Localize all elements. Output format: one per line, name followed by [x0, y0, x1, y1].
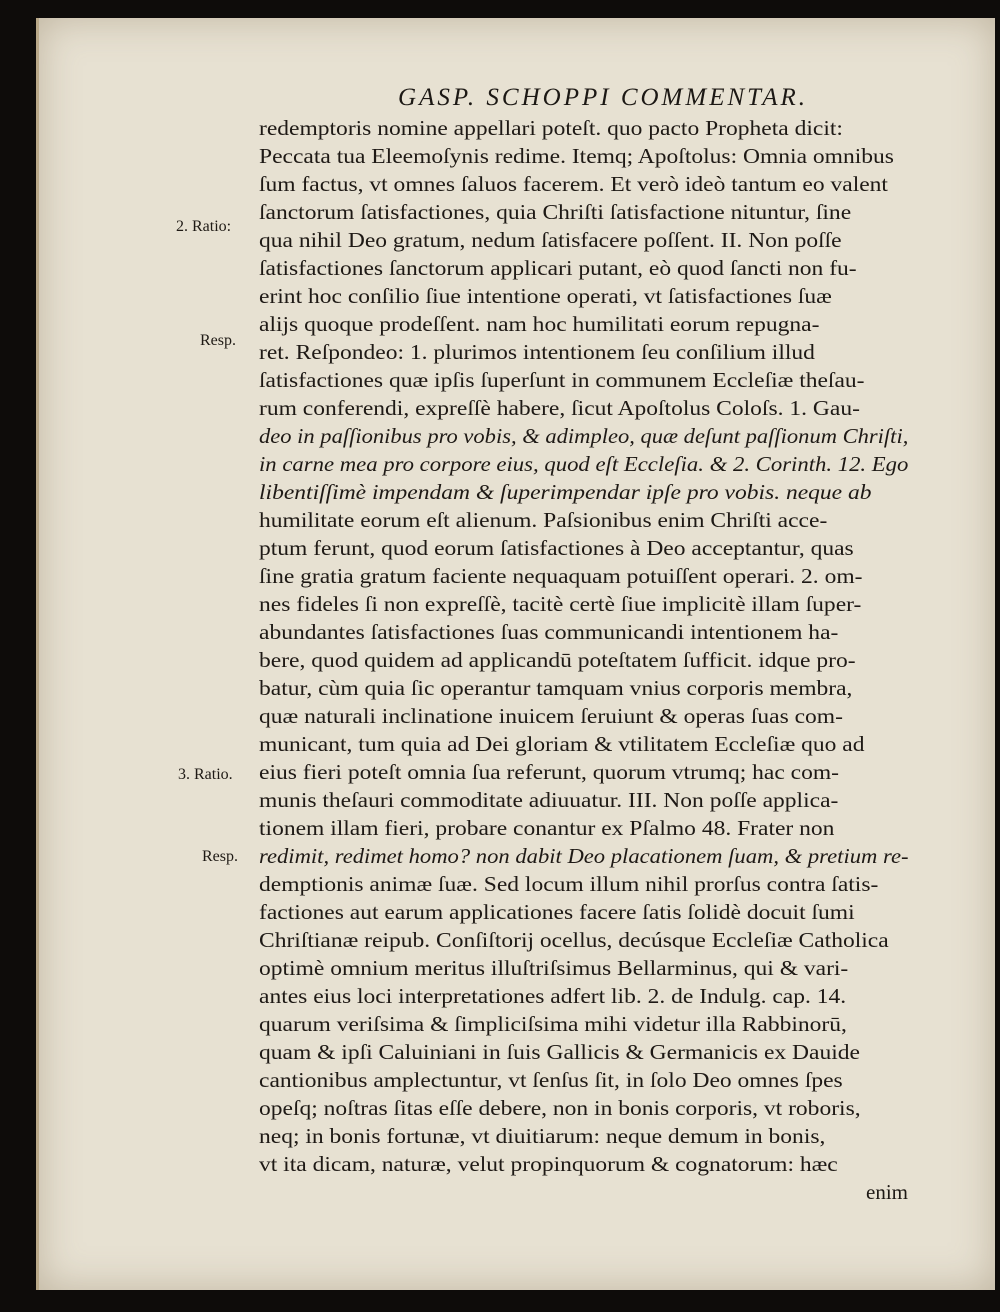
- text-line: quarum veriſsima & ſimpliciſsima mihi videtur illa Rabbinorū,: [259, 1012, 847, 1036]
- text-line: munis theſauri commoditate adiuuatur. III. Non poſſe applica-: [259, 788, 839, 812]
- text-line: tionem illam fieri, probare conantur ex Pſalmo 48. Frater non: [259, 816, 835, 840]
- text-line: factiones aut earum applicationes facere ſatis ſolidè docuit ſumi: [259, 900, 855, 924]
- text-line: ſatisfactiones quæ ipſis ſuperſunt in communem Eccleſiæ theſau-: [259, 368, 865, 392]
- text-line: qua nihil Deo gratum, nedum ſatisfacere poſſent. II. Non poſſe: [259, 228, 842, 252]
- text-line: alijs quoque prodeſſent. nam hoc humilitati eorum repugna-: [259, 312, 820, 336]
- text-line: cantionibus amplectuntur, vt ſenſus ſit, in ſolo Deo omnes ſpes: [259, 1068, 843, 1092]
- text-line: humilitate eorum eſt alienum. Paſsionibus enim Chriſti acce-: [259, 508, 828, 532]
- text-line: quam & ipſi Caluiniani in ſuis Gallicis & Germanicis ex Dauide: [259, 1040, 860, 1064]
- text-line: nes fideles ſi non expreſſè, tacitè certè ſiue implicitè illam ſuper-: [259, 592, 862, 616]
- margin-note-resp-2: Resp.: [202, 848, 238, 865]
- text-line: quæ naturali inclinatione inuicem ſeruiunt & operas ſuas com-: [259, 704, 843, 728]
- text-line: ſum factus, vt omnes ſaluos facerem. Et verò ideò tantum eo valent: [259, 172, 888, 196]
- text-line: ſatisfactiones ſanctorum applicari putant, eò quod ſancti non fu-: [259, 256, 857, 280]
- text-line: redimit, redimet homo? non dabit Deo placationem ſuam, & pretium re-: [259, 844, 909, 868]
- text-line: ptum ferunt, quod eorum ſatisfactiones à Deo acceptantur, quas: [259, 536, 854, 560]
- text-line: municant, tum quia ad Dei gloriam & vtilitatem Eccleſiæ quo ad: [259, 732, 865, 756]
- margin-note-ratio-2: 2. Ratio:: [176, 218, 232, 235]
- text-line: ſine gratia gratum faciente nequaquam potuiſſent operari. 2. om-: [259, 564, 863, 588]
- text-line: redemptoris nomine appellari poteſt. quo pacto Propheta dicit:: [259, 116, 843, 140]
- text-line: Peccata tua Eleemoſynis redime. Itemq; Apoſtolus: Omnia omnibus: [259, 144, 894, 168]
- text-line: ſanctorum ſatisfactiones, quia Chriſti ſatisfactione nituntur, ſine: [259, 200, 852, 224]
- text-line: bere, quod quidem ad applicandū poteſtatem ſufficit. idque pro-: [259, 648, 856, 672]
- text-line: in carne mea pro corpore eius, quod eſt Eccleſia. & 2. Corinth. 12. Ego: [259, 452, 909, 476]
- text-line: erint hoc conſilio ſiue intentione operati, vt ſatisfactiones ſuæ: [259, 284, 832, 308]
- text-line: deo in paſſionibus pro vobis, & adimpleo, quæ deſunt paſſionum Chriſti,: [259, 424, 909, 448]
- margin-note-ratio-3: 3. Ratio.: [178, 766, 233, 783]
- text-line: rum conferendi, expreſſè habere, ſicut Apoſtolus Coloſs. 1. Gau-: [259, 396, 860, 420]
- margin-note-resp-1: Resp.: [200, 332, 236, 349]
- text-line: Chriſtianæ reipub. Conſiſtorij ocellus, decúsque Eccleſiæ Catholica: [259, 928, 889, 952]
- text-line: antes eius loci interpretationes adfert lib. 2. de Indulg. cap. 14.: [259, 984, 847, 1008]
- text-line: abundantes ſatisfactiones ſuas communicandi intentionem ha-: [259, 620, 839, 644]
- text-line: batur, cùm quia ſic operantur tamquam vnius corporis membra,: [259, 676, 853, 700]
- running-title: GASP. SCHOPPI COMMENTAR.: [398, 84, 808, 111]
- text-line: opeſq; noſtras ſitas eſſe debere, non in bonis corporis, vt roboris,: [259, 1096, 861, 1120]
- text-line: neq; in bonis fortunæ, vt diuitiarum: neque demum in bonis,: [259, 1124, 826, 1148]
- text-line: demptionis animæ ſuæ. Sed locum illum nihil prorſus contra ſatis-: [259, 872, 879, 896]
- text-line: eius fieri poteſt omnia ſua referunt, quorum vtrumq; hac com-: [259, 760, 839, 784]
- catchword: enim: [866, 1180, 908, 1204]
- text-line: ret. Reſpondeo: 1. plurimos intentionem ſeu conſilium illud: [259, 340, 815, 364]
- text-line: libentiſſimè impendam & ſuperimpendar ipſe pro vobis. neque ab: [259, 480, 872, 504]
- text-line: optimè omnium meritus illuſtriſsimus Bellarminus, qui & vari-: [259, 956, 849, 980]
- text-line: vt ita dicam, naturæ, velut propinquorum & cognatorum: hæc: [259, 1152, 838, 1176]
